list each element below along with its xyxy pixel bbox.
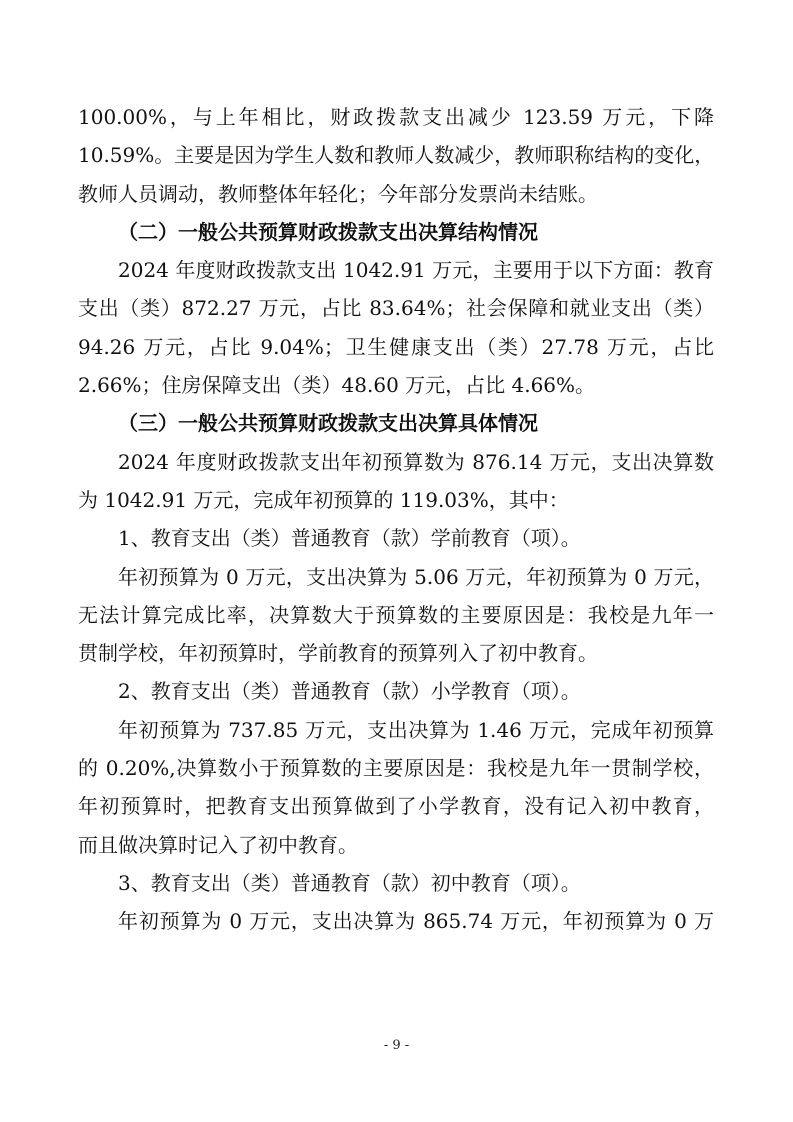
paragraph-line: 为 1042.91 万元，完成年初预算的 119.03%，其中： (78, 487, 569, 512)
paragraph-line: 2.66%；住房保障支出（类）48.60 万元，占比 4.66%。 (78, 373, 596, 398)
paragraph-line: 教师人员调动，教师整体年轻化；今年部分发票尚未结账。 (78, 181, 598, 206)
document-body (78, 98, 714, 941)
subsection-item-1: 1、教育支出（类）普通教育（款）学前教育（项）。 (118, 526, 581, 551)
subsection-item-3: 3、教育支出（类）普通教育（款）初中教育（项）。 (118, 870, 581, 895)
paragraph-line: 无法计算完成比率，决算数大于预算数的主要原因是：我校是九年一 (78, 602, 714, 627)
paragraph-line: 而且做决算时记入了初中教育。 (78, 832, 358, 857)
paragraph-line: 年初预算为 0 万元，支出决算为 5.06 万元，年初预算为 0 万元， (118, 564, 714, 589)
page-number: - 9 - (383, 1038, 410, 1053)
section-heading-2: （二）一般公共预算财政拨款支出决算结构情况 (118, 219, 538, 244)
paragraph-line: 贯制学校，年初预算时，学前教育的预算列入了初中教育。 (78, 641, 598, 666)
paragraph-line: 10.59%。主要是因为学生人数和教师人数减少，教师职称结构的变化， (78, 143, 715, 168)
subsection-item-2: 2、教育支出（类）普通教育（款）小学教育（项）。 (118, 679, 581, 704)
paragraph-line: 年初预算为 737.85 万元，支出决算为 1.46 万元，完成年初预算 (118, 717, 714, 742)
paragraph-line: 年初预算时，把教育支出预算做到了小学教育，没有记入初中教育， (78, 794, 714, 819)
paragraph-line: 94.26 万元，占比 9.04%；卫生健康支出（类）27.78 万元，占比 (78, 334, 714, 359)
paragraph-line: 支出（类）872.27 万元，占比 83.64%；社会保障和就业支出（类） (78, 296, 714, 321)
paragraph-line: 年初预算为 0 万元，支出决算为 865.74 万元，年初预算为 0 万 (118, 909, 714, 934)
paragraph-line: 2024 年度财政拨款支出 1042.91 万元，主要用于以下方面：教育 (118, 258, 714, 283)
paragraph-line: 的 0.20%,决算数小于预算数的主要原因是：我校是九年一贯制学校， (78, 756, 714, 781)
paragraph-line: 2024 年度财政拨款支出年初预算数为 876.14 万元，支出决算数 (118, 449, 714, 474)
paragraph-line: 100.00%，与上年相比，财政拨款支出减少 123.59 万元，下降 (78, 105, 714, 129)
section-heading-3: （三）一般公共预算财政拨款支出决算具体情况 (118, 411, 538, 436)
